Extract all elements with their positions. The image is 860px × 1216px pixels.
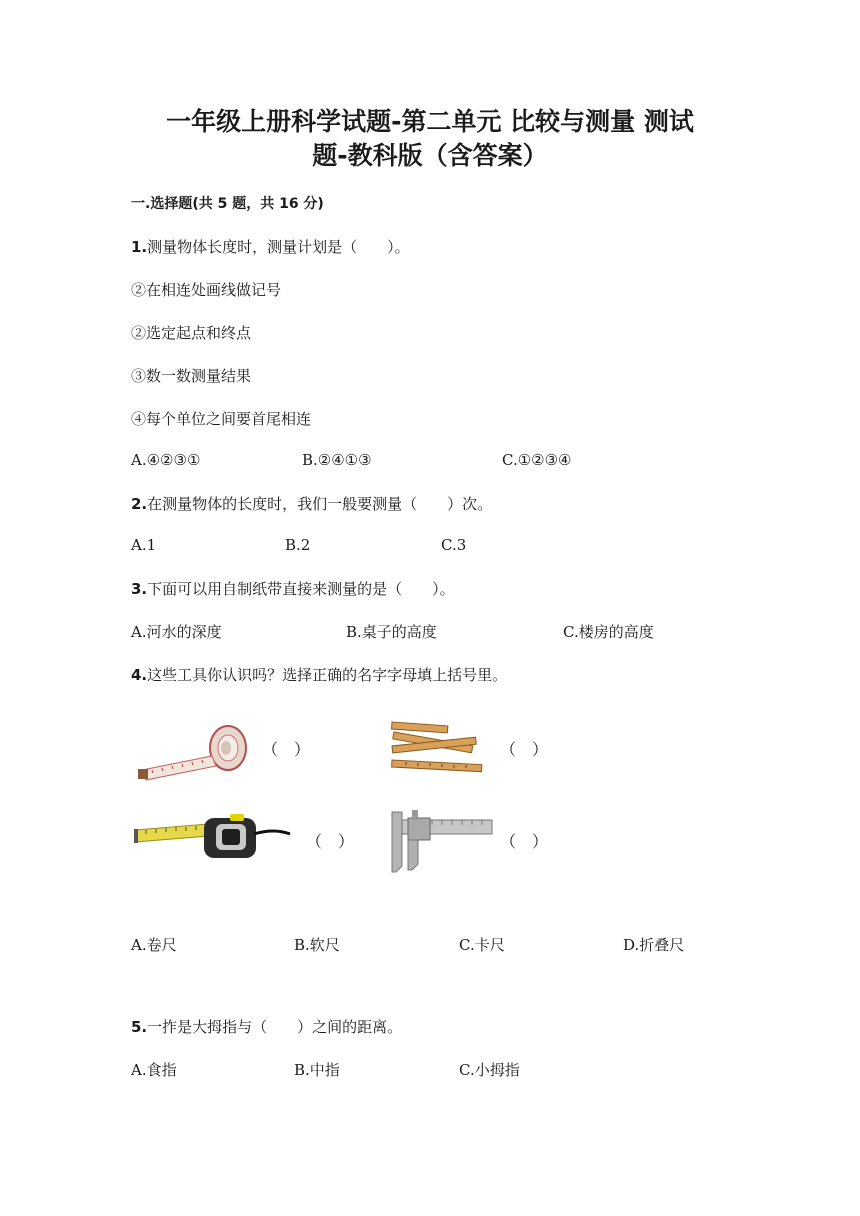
question-number: 1. (131, 238, 148, 256)
question-4-blank-3[interactable]: （ ） (306, 832, 355, 851)
question-3-option-b[interactable]: B.桌子的高度 (346, 623, 437, 641)
folding-ruler-image (386, 718, 486, 778)
question-1-item-1: ②在相连处画线做记号 (131, 281, 282, 299)
question-4-blank-1[interactable]: （ ） (262, 740, 311, 759)
question-4 (131, 664, 507, 685)
question-5-option-b[interactable]: B.中指 (294, 1061, 340, 1079)
question-text: 一拃是大拇指与（ ）之间的距离。 (147, 1018, 403, 1036)
question-4-option-b[interactable]: B.软尺 (294, 936, 340, 954)
soft-tape-measure-image (138, 722, 250, 782)
question-1-item-3: ③数一数测量结果 (131, 367, 252, 385)
page-title-line-1: 一年级上册科学试题-第二单元 比较与测量 测试 (166, 107, 694, 136)
question-1-option-a[interactable]: A.④②③① (131, 451, 201, 469)
question-2-option-b[interactable]: B.2 (285, 536, 311, 554)
question-2 (131, 493, 492, 514)
question-text: 在测量物体的长度时，我们一般要测量（ ）次。 (147, 495, 493, 513)
question-2-option-a[interactable]: A.1 (131, 536, 157, 554)
question-1-option-c[interactable]: C.①②③④ (502, 451, 572, 469)
question-number: 4. (131, 666, 148, 684)
question-number: 3. (131, 580, 148, 598)
question-4-option-a[interactable]: A.卷尺 (131, 936, 177, 954)
vernier-caliper-image (382, 808, 494, 874)
question-4-blank-4[interactable]: （ ） (500, 832, 549, 851)
question-2-option-c[interactable]: C.3 (441, 536, 467, 554)
question-5 (131, 1016, 402, 1037)
question-1 (131, 236, 410, 257)
retractable-tape-measure-image (134, 812, 294, 864)
question-number: 5. (131, 1018, 148, 1036)
question-1-item-2: ②选定起点和终点 (131, 324, 252, 342)
question-5-option-c[interactable]: C.小拇指 (459, 1061, 520, 1079)
question-5-option-a[interactable]: A.食指 (131, 1061, 177, 1079)
question-4-option-c[interactable]: C.卡尺 (459, 936, 505, 954)
question-1-option-b[interactable]: B.②④①③ (302, 451, 372, 469)
section-heading: 一.选择题(共 5 题，共 16 分) (131, 196, 324, 212)
page-title-line-2: 题-教科版（含答案） (312, 141, 548, 170)
question-3-option-c[interactable]: C.楼房的高度 (563, 623, 654, 641)
question-1-item-4: ④每个单位之间要首尾相连 (131, 410, 312, 428)
question-3 (131, 578, 455, 599)
question-3-option-a[interactable]: A.河水的深度 (131, 623, 222, 641)
question-4-option-d[interactable]: D.折叠尺 (623, 936, 685, 954)
question-4-blank-2[interactable]: （ ） (500, 740, 549, 759)
question-number: 2. (131, 495, 148, 513)
question-text: 测量物体长度时，测量计划是（ ）。 (147, 238, 410, 256)
question-text: 这些工具你认识吗？选择正确的名字字母填上括号里。 (147, 666, 508, 684)
question-text: 下面可以用自制纸带直接来测量的是（ ）。 (147, 580, 455, 598)
